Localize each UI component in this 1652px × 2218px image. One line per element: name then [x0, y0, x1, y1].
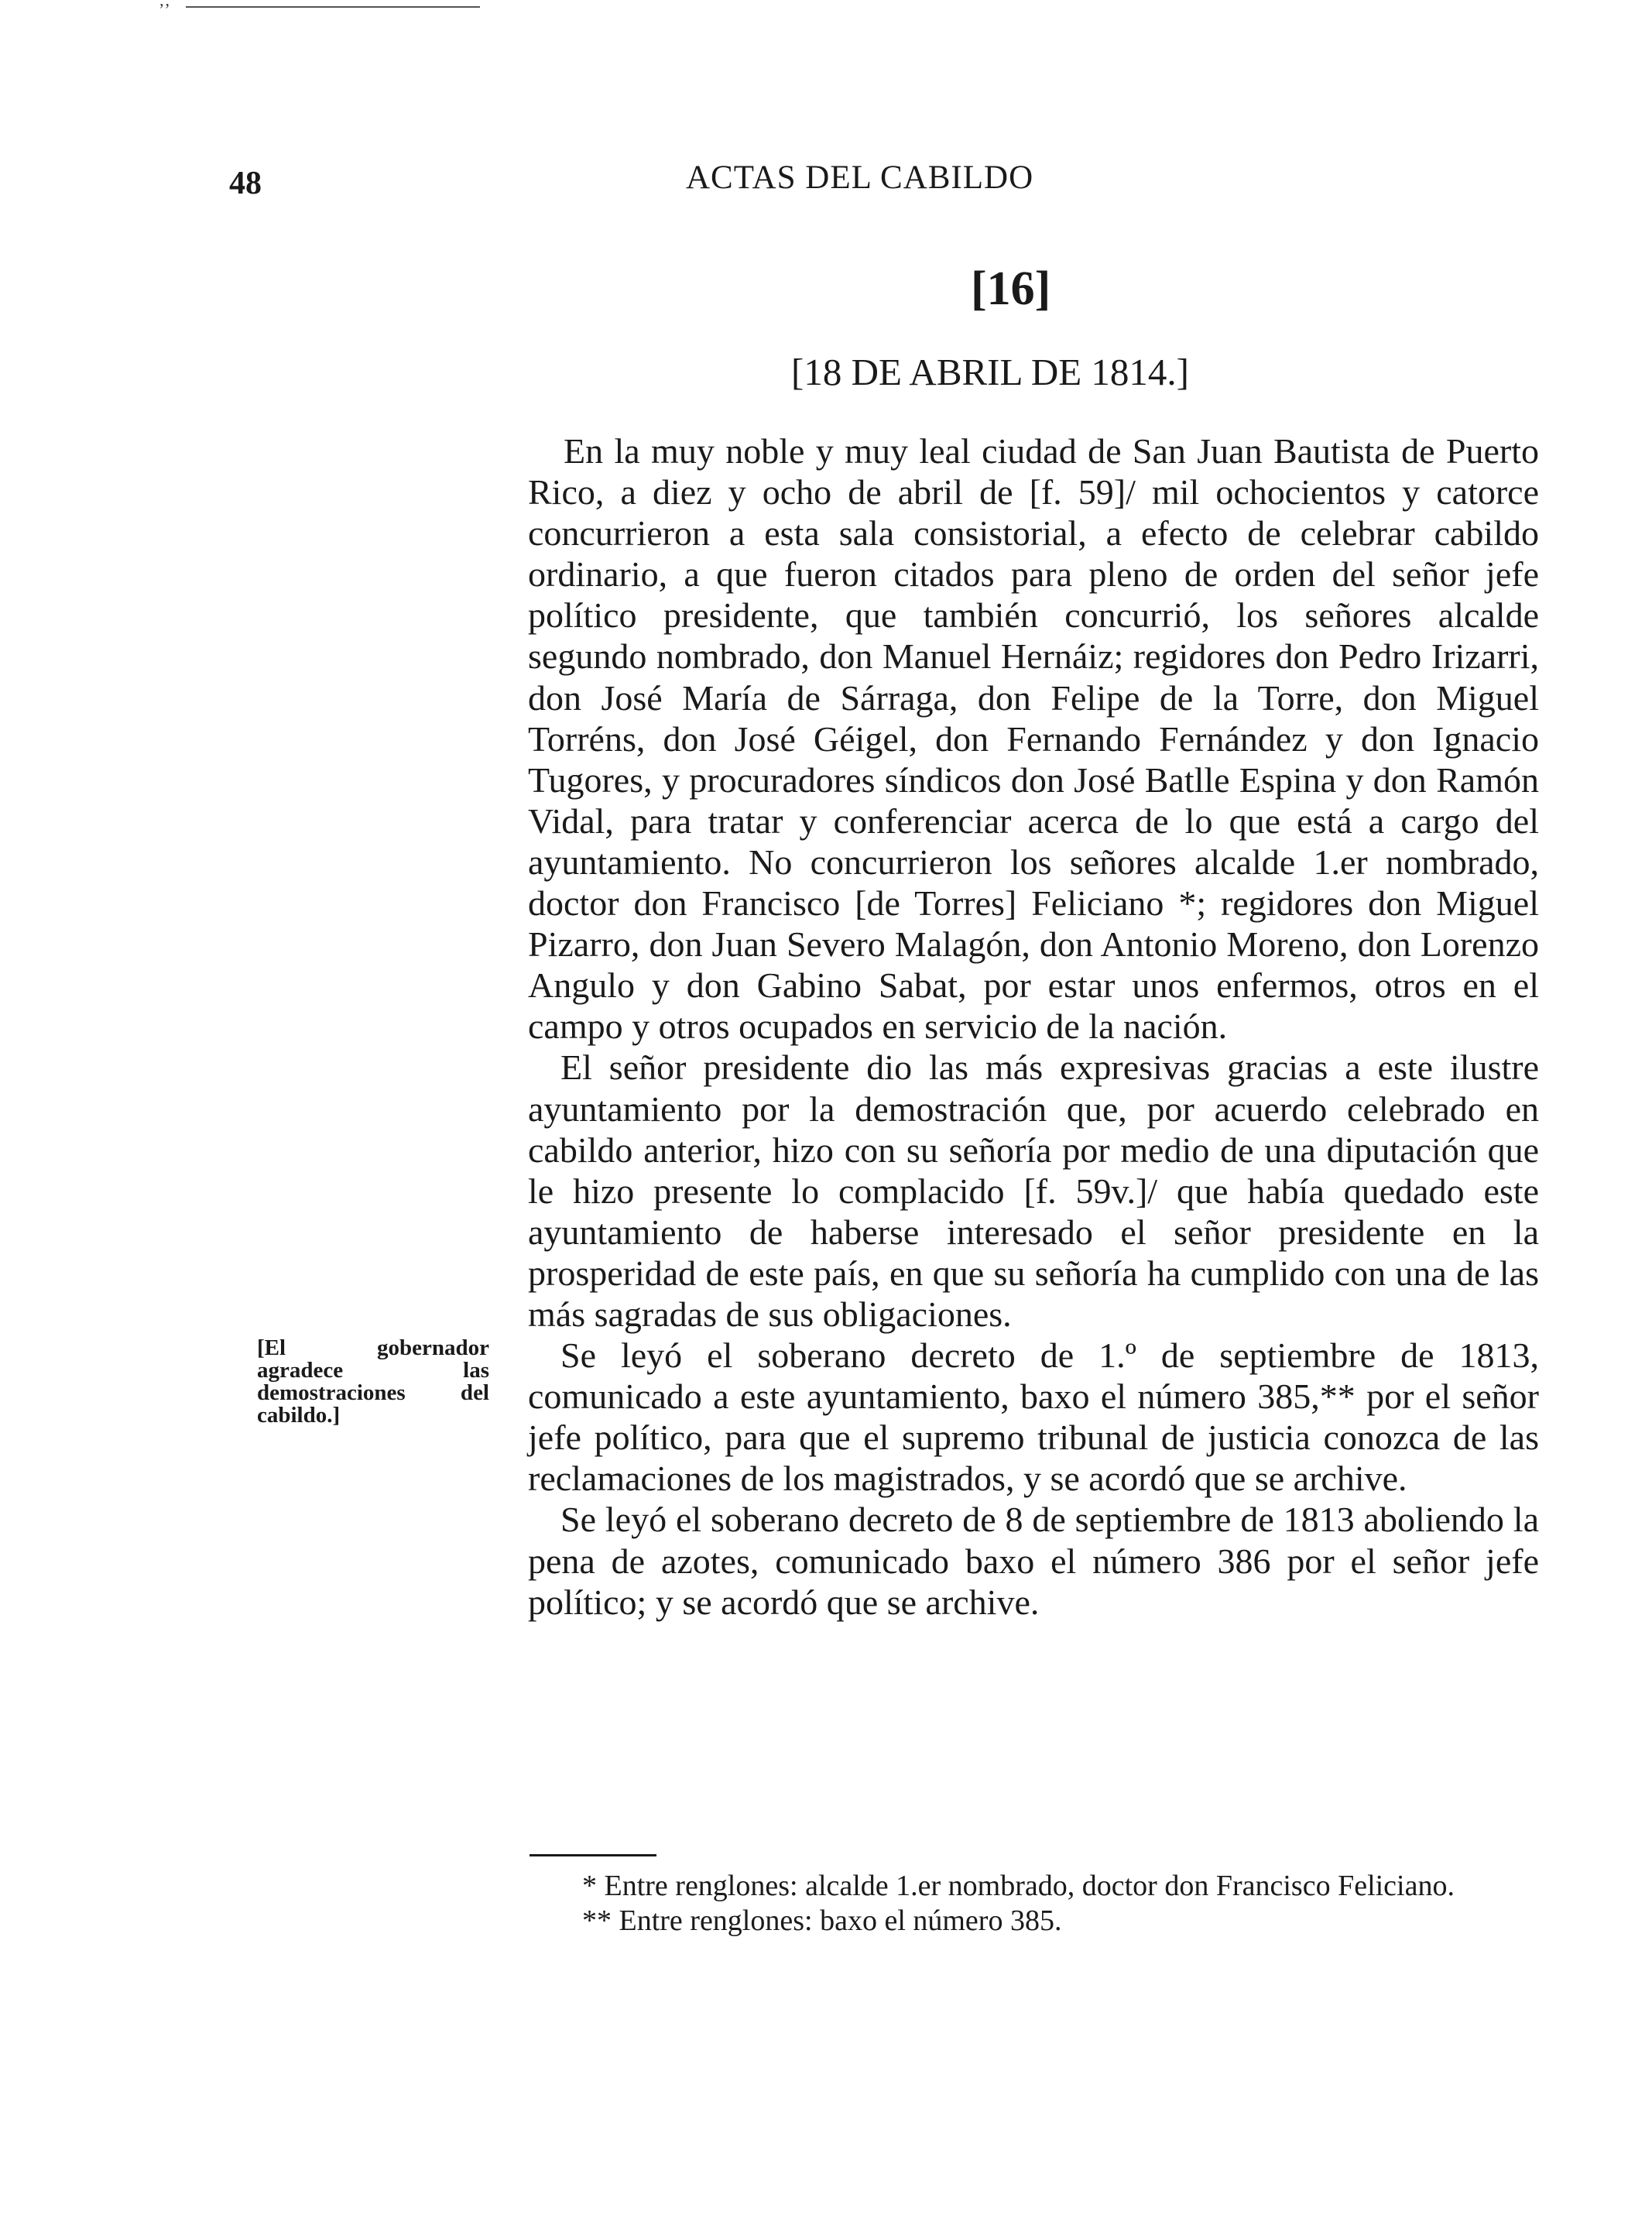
- paragraph-2: El señor presidente dio las más expresivas gracias a este ilustre ayuntamiento por la demostración que, por acuerdo celebrado en cabildo anterior, hizo con su señoría por medio de una diputación que le hizo presente lo complacido [f. 59v.]/ que había quedado este ayuntamiento de haberse interesado el señor presidente en la prosperidad de este país, en que su señoría ha cumplido con una de las más sagradas de sus obligaciones.: [528, 1047, 1539, 1334]
- footnote-rule: [530, 1854, 656, 1856]
- footnotes: [530, 1869, 1541, 1939]
- footnote-2: ** Entre renglones: baxo el número 385.: [582, 1904, 1062, 1937]
- paragraph-4: Se leyó el soberano decreto de 8 de septiembre de 1813 aboliendo la pena de azotes, comunicado baxo el número 386 por el señor jefe político; y se acordó que se archive.: [528, 1500, 1539, 1622]
- act-number: [16]: [971, 262, 1051, 315]
- scan-artifact-tick: ʼʼ: [159, 0, 170, 19]
- paragraph-1: En la muy noble y muy leal ciudad de San Juan Bautista de Puerto Rico, a diez y ocho de abril de [f. 59]/ mil ochocientos y catorce concurrieron a esta sala consistorial, a efecto de celebrar cabildo ordinario, a que fueron citados para pleno de orden del señor jefe político presidente, que también concurrió, los señores alcalde segundo nombrado, don Manuel Hernáiz; regidores don Pedro Irizarri, don José María de Sárraga, don Felipe de la Torre, don Miguel Torréns, don José Géigel, don Fernando Fernández y don Ignacio Tugores, y procuradores síndicos don José Batlle Espina y don Ramón Vidal, para tratar y conferenciar acerca de lo que está a cargo del ayuntamiento. No concurrieron los señores alcalde 1.er nombrado, doctor don Francisco [de Torres] Feliciano *; regidores don Miguel Pizarro, don Juan Severo Malagón, don Antonio Moreno, don Lorenzo Angulo y don Gabino Sabat, por estar unos enfermos, otros en el campo y otros ocupados en servicio de la nación.: [528, 431, 1539, 1047]
- paragraph-3: Se leyó el soberano decreto de 1.º de septiembre de 1813, comunicado a este ayuntamiento, baxo el número 385,** por el señor jefe político, para que el supremo tribunal de justicia conozca de las reclamaciones de los magistrados, y se acordó que se archive.: [528, 1335, 1539, 1499]
- page-number: 48: [229, 166, 262, 201]
- marginal-note: [El gobernador agradece las demostraciones del cabildo.]: [257, 1335, 489, 1428]
- running-title: ACTAS DEL CABILDO: [686, 159, 1034, 196]
- footnote-1: * Entre renglones: alcalde 1.er nombrado, doctor don Francisco Feliciano.: [582, 1870, 1455, 1902]
- scan-artifact-line: [186, 6, 480, 8]
- act-date: [18 DE ABRIL DE 1814.]: [791, 351, 1189, 393]
- body-text: [528, 430, 1539, 1623]
